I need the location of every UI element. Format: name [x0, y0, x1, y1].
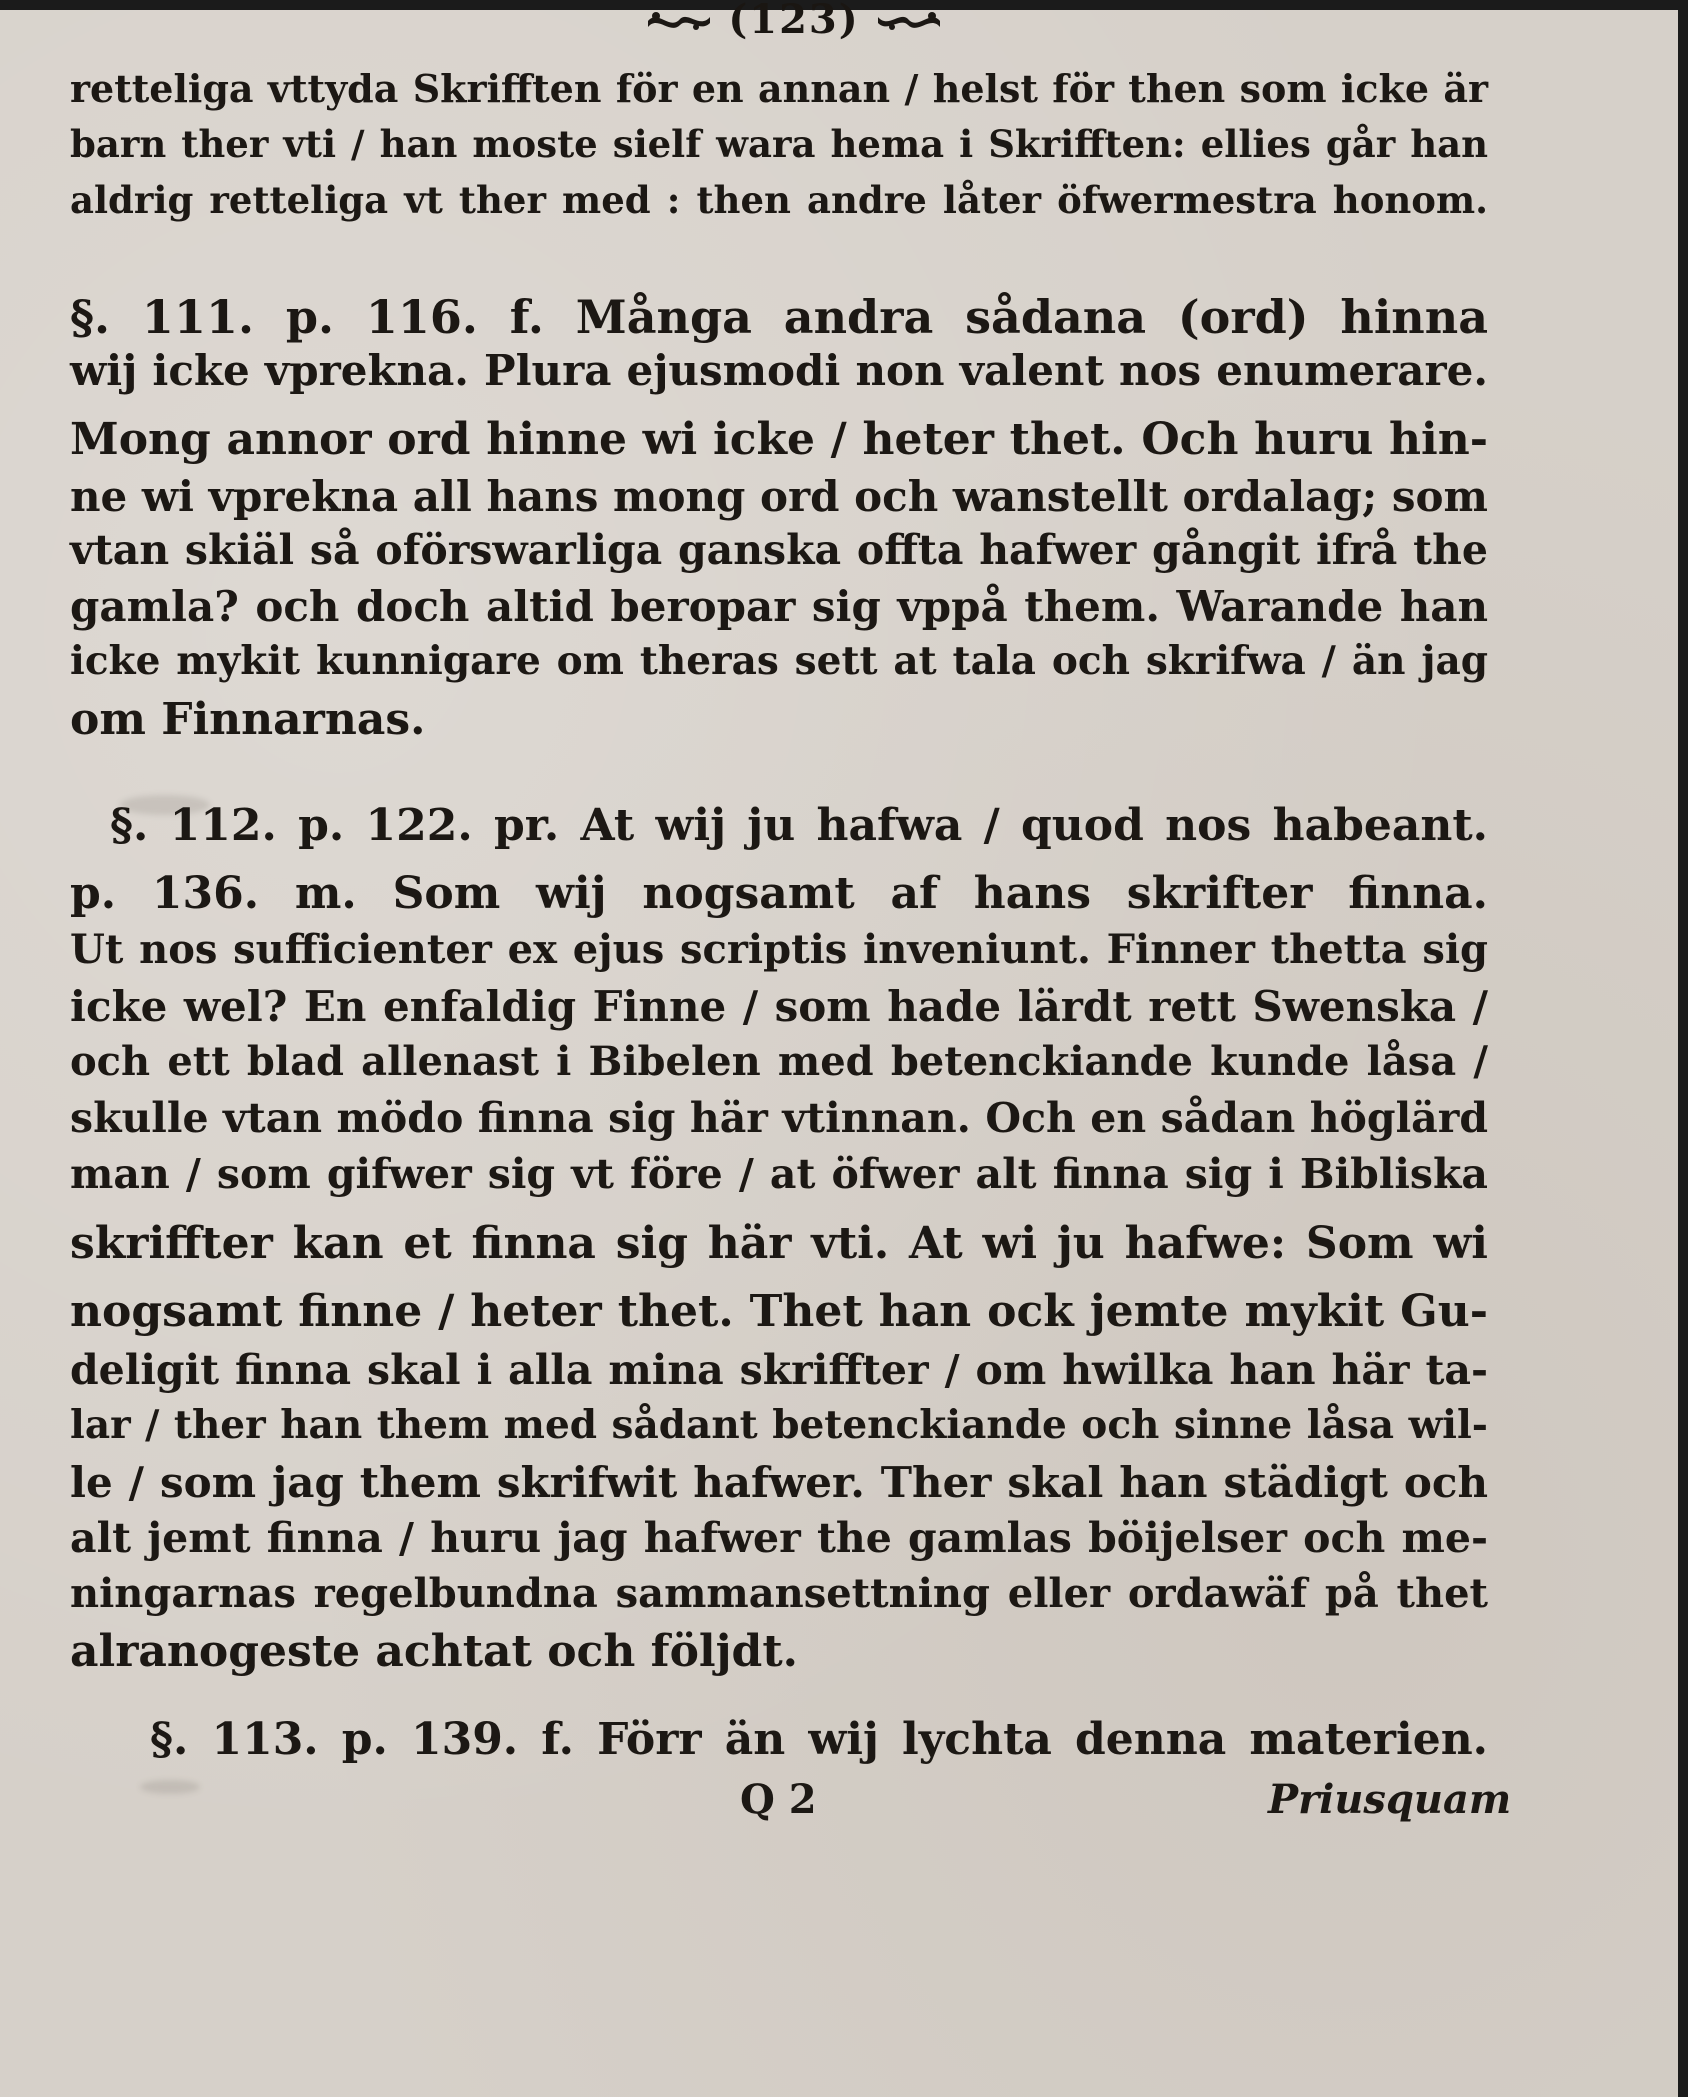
text-line: icke wel? En enfaldig Finne / som hade lärdt rett Swenska /	[70, 982, 1488, 1031]
text-line: alranogeste achtat och följdt.	[70, 1626, 798, 1677]
text-line: om Finnarnas.	[70, 694, 426, 745]
page-number: (123)	[728, 0, 860, 43]
text-line: deligit finna skal i alla mina skriffter / om hwilka han här ta-	[70, 1346, 1488, 1394]
catchword: Priusquam	[1268, 1776, 1512, 1823]
text-line: alt jemt finna / huru jag hafwer the gamlas böijelser och me-	[70, 1514, 1488, 1562]
text-line: Ut nos sufficienter ex ejus scriptis inveniunt. Finner thetta sig	[70, 926, 1488, 973]
text-line: och ett blad allenast i Bibelen med betenckiande kunde låsa /	[70, 1038, 1488, 1085]
text-line: man / som gifwer sig vt före / at öfwer alt finna sig i Bibliska	[70, 1150, 1488, 1198]
page-right-edge	[1678, 0, 1688, 2097]
text-line: skulle vtan mödo finna sig här vtinnan. Och en sådan höglärd	[70, 1094, 1488, 1142]
page-header	[624, 0, 964, 43]
text-line: gamla? och doch altid beropar sig vppå them. Warande han	[70, 582, 1488, 631]
section-heading: §. 111. p. 116. f. Många andra sådana (ord) hinna	[70, 290, 1488, 344]
text-line: aldrig retteliga vt ther med : then andre låter öfwermestra honom.	[70, 178, 1488, 222]
text-line: retteliga vttyda Skrifften för en annan / helst för then som icke är	[70, 66, 1488, 111]
section-heading: §. 113. p. 139. f. Förr än wij lychta denna materien.	[150, 1714, 1488, 1765]
text-line: Mong annor ord hinne wi icke / heter thet. Och huru hin-	[70, 414, 1488, 465]
section-heading: §. 112. p. 122. pr. At wij ju hafwa / quod nos habeant.	[110, 800, 1488, 851]
text-line: ne wi vprekna all hans mong ord och wanstellt ordalag; som	[70, 472, 1488, 521]
text-line: barn ther vti / han moste sielf wara hema i Skrifften: ellies går han	[70, 122, 1488, 166]
text-line: wij icke vprekna. Plura ejusmodi non valent nos enumerare.	[70, 346, 1488, 395]
paper-stain	[140, 1780, 200, 1794]
text-line: le / som jag them skrifwit hafwer. Ther skal han städigt och	[70, 1458, 1488, 1507]
text-line: ningarnas regelbundna sammansettning eller ordawäf på thet	[70, 1570, 1488, 1617]
text-line: nogsamt finne / heter thet. Thet han ock jemte mykit Gu-	[70, 1286, 1488, 1337]
signature-mark: Q 2	[740, 1776, 817, 1823]
text-line: icke mykit kunnigare om theras sett at tala och skrifwa / än jag	[70, 638, 1488, 684]
text-line: skriffter kan et finna sig här vti. At wi ju hafwe: Som wi	[70, 1218, 1488, 1269]
right-ornament-icon	[874, 7, 944, 33]
text-line: lar / ther han them med sådant betenckiande och sinne låsa wil-	[70, 1402, 1488, 1448]
text-line: p. 136. m. Som wij nogsamt af hans skrifter finna.	[70, 868, 1488, 919]
left-ornament-icon	[644, 7, 714, 33]
text-line: vtan skiäl så oförswarliga ganska offta hafwer gångit ifrå the	[70, 526, 1488, 574]
